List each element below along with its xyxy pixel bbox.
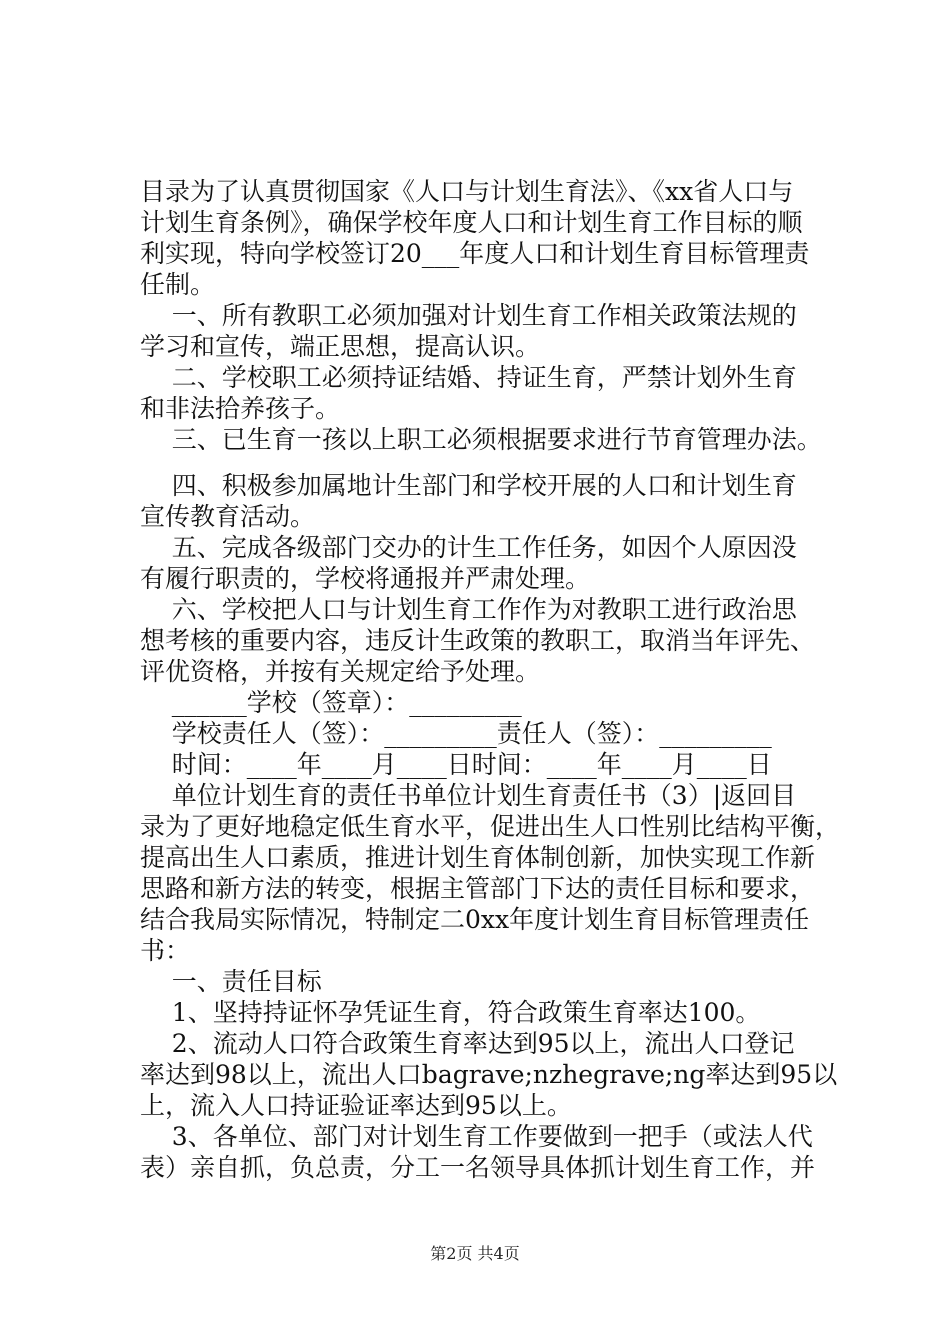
text-line: 提高出生人口素质，推进计划生育体制创新，加快实现工作新 — [140, 843, 816, 872]
text-line: 一、所有教职工必须加强对计划生育工作相关政策法规的 — [140, 301, 797, 330]
text-line: 率达到98以上，流出人口bagrave;nzhegrave;ng率达到95以 — [140, 1060, 838, 1089]
text-line: 二、学校职工必须持证结婚、持证生育，严禁计划外生育 — [140, 363, 797, 392]
text-line: 目录为了认真贯彻国家《人口与计划生育法》、《xx省人口与 — [140, 177, 794, 206]
text-line: 评优资格，并按有关规定给予处理。 — [140, 657, 541, 686]
text-line: 书： — [140, 936, 191, 965]
text-line: 学校责任人（签）：_________责任人（签）：_________ — [140, 719, 772, 748]
text-line: 四、积极参加属地计生部门和学校开展的人口和计划生育 — [140, 471, 797, 500]
text-line: 计划生育条例》，确保学校年度人口和计划生育工作目标的顺 — [140, 208, 803, 237]
text-line: 三、已生育一孩以上职工必须根据要求进行节育管理办法。 — [140, 425, 822, 454]
text-line: 想考核的重要内容，违反计生政策的教职工，取消当年评先、 — [140, 626, 816, 655]
text-line: 时间：____年____月____日时间：____年____月____日 — [140, 750, 772, 779]
paragraph-gap — [140, 455, 840, 470]
text-line: 结合我局实际情况，特制定二0xx年度计划生育目标管理责任 — [140, 905, 810, 934]
text-line: 宣传教育活动。 — [140, 502, 316, 531]
text-line: 利实现，特向学校签订20___年度人口和计划生育目标管理责 — [140, 239, 810, 268]
paragraph-block-2 — [140, 470, 840, 1183]
text-line: 学习和宣传，端正思想，提高认识。 — [140, 332, 541, 361]
text-line: 1、坚持持证怀孕凭证生育，符合政策生育率达100。 — [140, 998, 761, 1027]
text-line: 五、完成各级部门交办的计生工作任务，如因个人原因没 — [140, 533, 797, 562]
text-line: 一、责任目标 — [140, 967, 322, 996]
text-line: 思路和新方法的转变，根据主管部门下达的责任目标和要求， — [140, 874, 816, 903]
text-line: 3、各单位、部门对计划生育工作要做到一把手（或法人代 — [140, 1122, 813, 1151]
page-number: 第2页 共4页 — [430, 1244, 520, 1263]
text-line: 上，流入人口持证验证率达到95以上。 — [140, 1091, 572, 1120]
text-line: 和非法拾养孩子。 — [140, 394, 341, 423]
text-line: 2、流动人口符合政策生育率达到95以上，流出人口登记 — [140, 1029, 795, 1058]
text-line: ______学校（签章）：_________ — [140, 688, 522, 717]
text-line: 六、学校把人口与计划生育工作作为对教职工进行政治思 — [140, 595, 797, 624]
text-line: 表）亲自抓，负总责，分工一名领导具体抓计划生育工作，并 — [140, 1153, 816, 1182]
text-line: 单位计划生育的责任书单位计划生育责任书（3）|返回目 — [140, 781, 797, 810]
text-line: 任制。 — [140, 270, 216, 299]
text-line: 录为了更好地稳定低生育水平，促进出生人口性别比结构平衡， — [140, 812, 841, 841]
document-body — [140, 176, 840, 1183]
paragraph-block-1 — [140, 176, 840, 455]
text-line: 有履行职责的，学校将通报并严肃处理。 — [140, 564, 591, 593]
